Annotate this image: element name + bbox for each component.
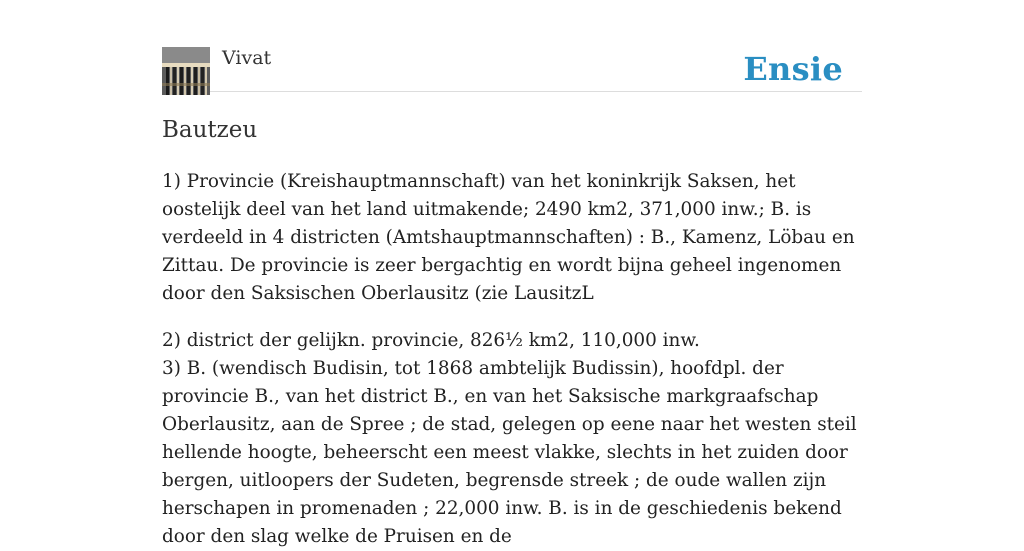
- entry-paragraph-1: 1) Provincie (Kreishauptmannschaft) van het koninkrijk Saksen, het oostelijk deel van het land uitmakende; 2490 km2, 371,000 inw.; B. is verdeeld in 4 districten (Amtshauptmannschaften) : B., Kamenz, Löbau en Zittau. De provincie is zeer bergachtig en wordt bijna geheel ingenomen door den Saksischen Oberlausitz (zie LausitzL: [162, 171, 855, 304]
- brand-logo[interactable]: Ensie: [743, 50, 843, 88]
- page-header: [162, 0, 862, 92]
- entry-title: Bautzeu: [162, 117, 258, 143]
- paragraph-gap: [162, 308, 862, 327]
- page-container: [162, 0, 862, 547]
- entry-body: [162, 168, 862, 551]
- entry-paragraph-3: 3) B. (wendisch Budisin, tot 1868 ambtelijk Budissin), hoofdpl. der provincie B., van het district B., en van het Saksische markgraafschap Oberlausitz, aan de Spree ; de stad, gelegen op eene naar het westen steil hellende hoogte, beheerscht een meest vlakke, slechts in het zuiden door bergen, uitloopers der Sudeten, begrensde streek ; de oude wallen zijn herschapen in promenaden ; 22,000 inw. B. is in de geschiedenis bekend door den slag welke de Pruisen en de: [162, 358, 857, 547]
- book-spines-icon: [162, 47, 210, 95]
- entry-paragraph-2: 2) district der gelijkn. provincie, 826½ km2, 110,000 inw.: [162, 330, 700, 351]
- avatar[interactable]: [162, 47, 210, 95]
- author-name[interactable]: Vivat: [222, 47, 272, 69]
